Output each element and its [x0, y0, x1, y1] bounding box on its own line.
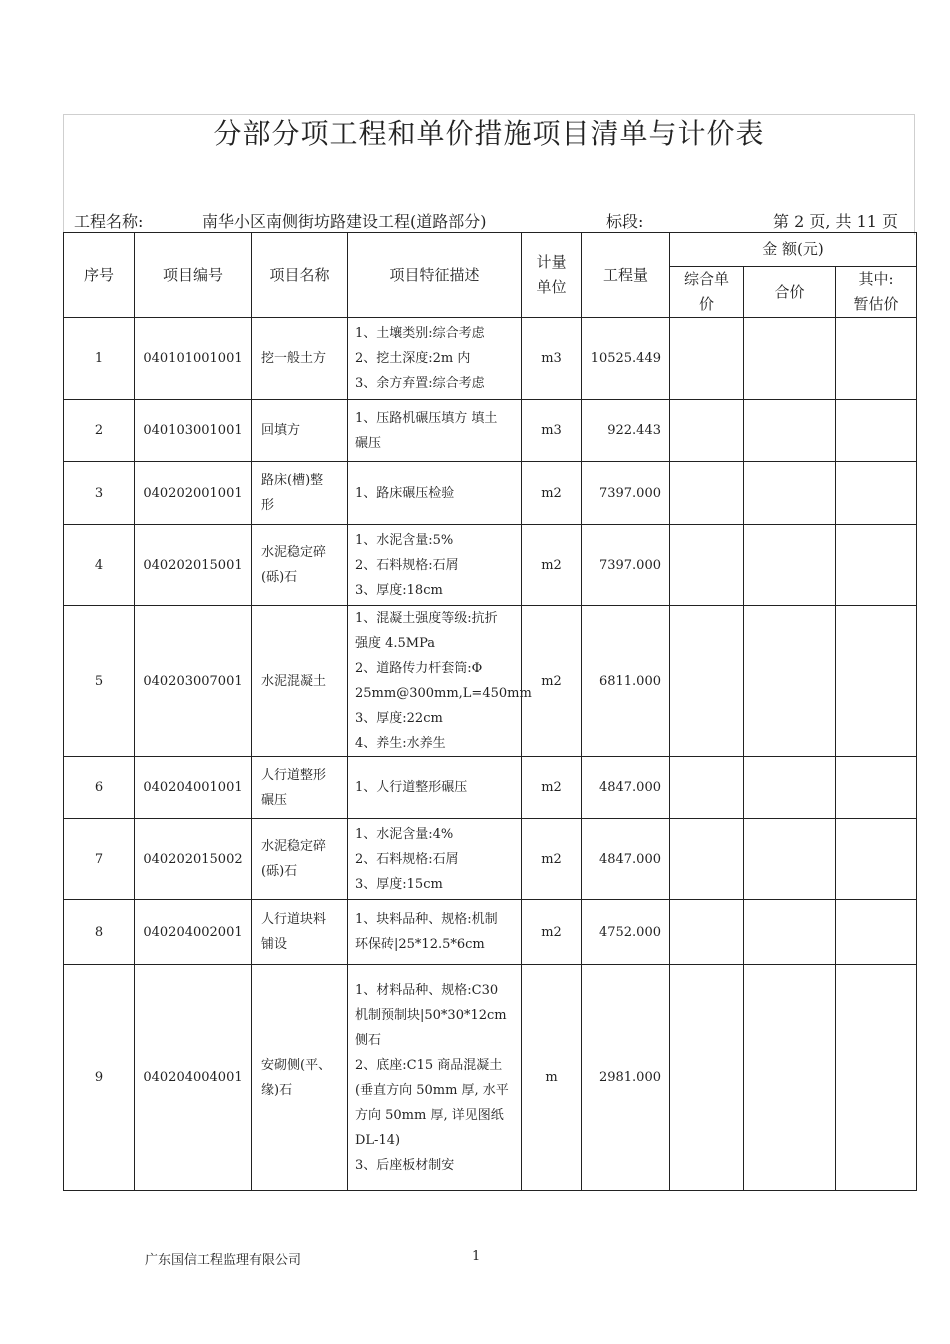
cell-name: [252, 757, 348, 819]
cell-desc: [348, 606, 532, 757]
project-label: 工程名称:: [74, 212, 144, 231]
cell-est: [836, 900, 917, 965]
cell-code: 040204001001: [135, 757, 252, 819]
cell-total: [744, 900, 836, 965]
cell-desc-line: 1、土壤类别:综合考虑: [355, 326, 485, 341]
cell-name-line: 缘)石: [261, 1082, 293, 1098]
cell-seq: 1: [64, 318, 135, 400]
cell-desc-line: DL-14): [355, 1132, 401, 1148]
cell-name-line: 挖一般土方: [261, 351, 327, 366]
cell-desc: [348, 400, 522, 462]
page-title: 分部分项工程和单价措施项目清单与计价表: [213, 117, 765, 150]
cell-name-line: 碾压: [261, 792, 288, 808]
cell-desc-line: 2、道路传力杆套筒:Φ: [355, 661, 483, 676]
cell-desc-line: 4、养生:水养生: [355, 736, 446, 751]
cell-name-line: 回填方: [261, 423, 301, 438]
cell-name-line: 铺设: [261, 937, 288, 952]
table-row: [64, 757, 917, 819]
cell-unit: m: [522, 965, 582, 1191]
cell-total: [744, 462, 836, 525]
cell-desc-line: 机制预制块|50*30*12cm: [355, 1007, 507, 1023]
cell-seq: 4: [64, 525, 135, 606]
cell-desc-line: (垂直方向 50mm 厚, 水平: [355, 1082, 509, 1098]
footer-page-number: 1: [472, 1249, 481, 1264]
cell-total: [744, 525, 836, 606]
cell-name-line: 人行道整形: [261, 767, 327, 783]
project-name: 南华小区南侧街坊路建设工程(道路部分): [202, 212, 487, 231]
table-row: [64, 525, 917, 606]
header-name: 项目名称: [252, 233, 348, 318]
cell-total: [744, 965, 836, 1191]
header-unit-line-1: 计量: [536, 253, 567, 271]
cell-name-line: 安砌侧(平、: [261, 1057, 332, 1073]
cell-name: [252, 462, 348, 525]
cell-desc-line: 25mm@300mm,L=450mm: [355, 686, 532, 701]
cell-name: [252, 819, 348, 900]
footer-company: 广东国信工程监理有限公司: [145, 1253, 302, 1268]
cell-desc-line: 2、底座:C15 商品混凝土: [355, 1057, 503, 1073]
cell-desc-line: 1、人行道整形碾压: [355, 780, 468, 795]
cell-desc-line: 1、水泥含量:4%: [355, 826, 454, 842]
pricing-table: [63, 232, 917, 1191]
cell-desc-line: 2、石料规格:石屑: [355, 851, 459, 867]
header-total: 合价: [744, 267, 836, 318]
cell-name: [252, 965, 348, 1191]
table-row: [64, 900, 917, 965]
cell-est: [836, 525, 917, 606]
cell-unit-price: [670, 318, 744, 400]
header-unit: [522, 233, 582, 318]
cell-unit-price: [670, 462, 744, 525]
header-qty: 工程量: [582, 233, 670, 318]
header-unit-price: [670, 267, 744, 318]
cell-desc: [348, 900, 522, 965]
cell-desc: [348, 318, 522, 400]
cell-est: [836, 819, 917, 900]
cell-desc-line: 1、材料品种、规格:C30: [355, 982, 499, 998]
cell-total: [744, 400, 836, 462]
cell-unit-price: [670, 757, 744, 819]
table-row: [64, 606, 917, 757]
cell-name-line: 路床(槽)整: [261, 473, 324, 488]
cell-qty: 6811.000: [582, 606, 670, 757]
cell-code: 040203007001: [135, 606, 252, 757]
cell-desc-line: 1、压路机碾压填方 填土: [355, 410, 498, 426]
cell-desc: [348, 757, 522, 819]
header-amount: 金 额(元): [670, 233, 917, 267]
cell-est: [836, 462, 917, 525]
cell-unit: m2: [522, 462, 582, 525]
cell-unit: m2: [522, 525, 582, 606]
cell-seq: 8: [64, 900, 135, 965]
cell-code: 040103001001: [135, 400, 252, 462]
cell-unit: m2: [522, 900, 582, 965]
cell-code: 040202015002: [135, 819, 252, 900]
cell-desc-line: 环保砖|25*12.5*6cm: [355, 937, 485, 952]
cell-unit-price: [670, 900, 744, 965]
cell-qty: 4847.000: [582, 819, 670, 900]
cell-est: [836, 757, 917, 819]
cell-unit-price: [670, 965, 744, 1191]
cell-desc-line: 强度 4.5MPa: [355, 636, 436, 651]
cell-desc-line: 3、余方弃置:综合考虑: [355, 376, 485, 391]
cell-name-line: 水泥稳定碎: [261, 839, 327, 854]
cell-unit-price: [670, 400, 744, 462]
table-row: [64, 318, 917, 400]
cell-name-line: 人行道块料: [261, 912, 327, 927]
header-seq: 序号: [64, 233, 135, 318]
cell-desc-line: 1、块料品种、规格:机制: [355, 912, 498, 927]
cell-code: 040204004001: [135, 965, 252, 1191]
cell-est: [836, 318, 917, 400]
header-code: 项目编号: [135, 233, 252, 318]
cell-unit: m3: [522, 400, 582, 462]
cell-qty: 4847.000: [582, 757, 670, 819]
table-row: [64, 965, 917, 1191]
cell-qty: 10525.449: [582, 318, 670, 400]
cell-unit: m2: [522, 819, 582, 900]
cell-unit: m3: [522, 318, 582, 400]
header-unit-line-2: 单位: [536, 278, 567, 296]
cell-desc-line: 2、石料规格:石屑: [355, 557, 459, 573]
table-row: [64, 400, 917, 462]
cell-seq: 6: [64, 757, 135, 819]
cell-total: [744, 606, 836, 757]
cell-code: 040204002001: [135, 900, 252, 965]
cell-unit: m2: [522, 606, 582, 757]
cell-desc-line: 3、厚度:18cm: [355, 582, 443, 598]
header-est: [836, 267, 917, 318]
cell-desc: [348, 525, 522, 606]
cell-desc-line: 3、厚度:22cm: [355, 711, 443, 726]
cell-unit-price: [670, 525, 744, 606]
cell-desc: [348, 462, 522, 525]
cell-desc-line: 侧石: [355, 1032, 382, 1048]
section-label: 标段:: [606, 212, 644, 231]
cell-desc-line: 2、挖土深度:2m 内: [355, 351, 471, 366]
cell-desc: [348, 819, 522, 900]
cell-total: [744, 757, 836, 819]
cell-qty: 922.443: [582, 400, 670, 462]
cell-code: 040101001001: [135, 318, 252, 400]
cell-desc-line: 1、混凝土强度等级:抗折: [355, 611, 498, 626]
cell-code: 040202015001: [135, 525, 252, 606]
cell-total: [744, 819, 836, 900]
cell-name: [252, 525, 348, 606]
cell-unit-price: [670, 606, 744, 757]
header-unit-price-line-1: 综合单: [683, 270, 729, 288]
cell-qty: 7397.000: [582, 525, 670, 606]
cell-seq: 2: [64, 400, 135, 462]
cell-est: [836, 400, 917, 462]
cell-unit-price: [670, 819, 744, 900]
table-row: [64, 462, 917, 525]
cell-seq: 3: [64, 462, 135, 525]
cell-qty: 4752.000: [582, 900, 670, 965]
cell-seq: 5: [64, 606, 135, 757]
cell-desc-line: 1、水泥含量:5%: [355, 532, 454, 548]
cell-name-line: 水泥稳定碎: [261, 545, 327, 560]
cell-name: [252, 400, 348, 462]
cell-name: [252, 318, 348, 400]
cell-unit: m2: [522, 757, 582, 819]
cell-qty: 2981.000: [582, 965, 670, 1191]
cell-desc-line: 3、厚度:15cm: [355, 876, 443, 892]
cell-seq: 7: [64, 819, 135, 900]
cell-total: [744, 318, 836, 400]
cell-name-line: (砾)石: [261, 864, 298, 879]
cell-name: [252, 606, 348, 757]
cell-name-line: 形: [261, 498, 275, 513]
header-unit-price-line-2: 价: [698, 295, 714, 313]
cell-name: [252, 900, 348, 965]
cell-desc-line: 1、路床碾压检验: [355, 485, 455, 501]
header-est-line-2: 暂估价: [853, 295, 899, 313]
cell-code: 040202001001: [135, 462, 252, 525]
page-info: 第 2 页, 共 11 页: [773, 212, 899, 231]
header-desc: 项目特征描述: [348, 233, 522, 318]
cell-name-line: (砾)石: [261, 570, 298, 585]
cell-qty: 7397.000: [582, 462, 670, 525]
cell-desc-line: 3、后座板材制安: [355, 1157, 455, 1173]
cell-seq: 9: [64, 965, 135, 1191]
cell-desc-line: 方向 50mm 厚, 详见图纸: [355, 1107, 504, 1123]
table-row: [64, 819, 917, 900]
cell-est: [836, 965, 917, 1191]
cell-est: [836, 606, 917, 757]
cell-desc-line: 碾压: [355, 435, 382, 451]
header-est-line-1: 其中:: [858, 270, 894, 288]
table-body: [64, 318, 917, 1191]
cell-name-line: 水泥混凝土: [261, 673, 327, 689]
cell-desc: [348, 965, 522, 1191]
